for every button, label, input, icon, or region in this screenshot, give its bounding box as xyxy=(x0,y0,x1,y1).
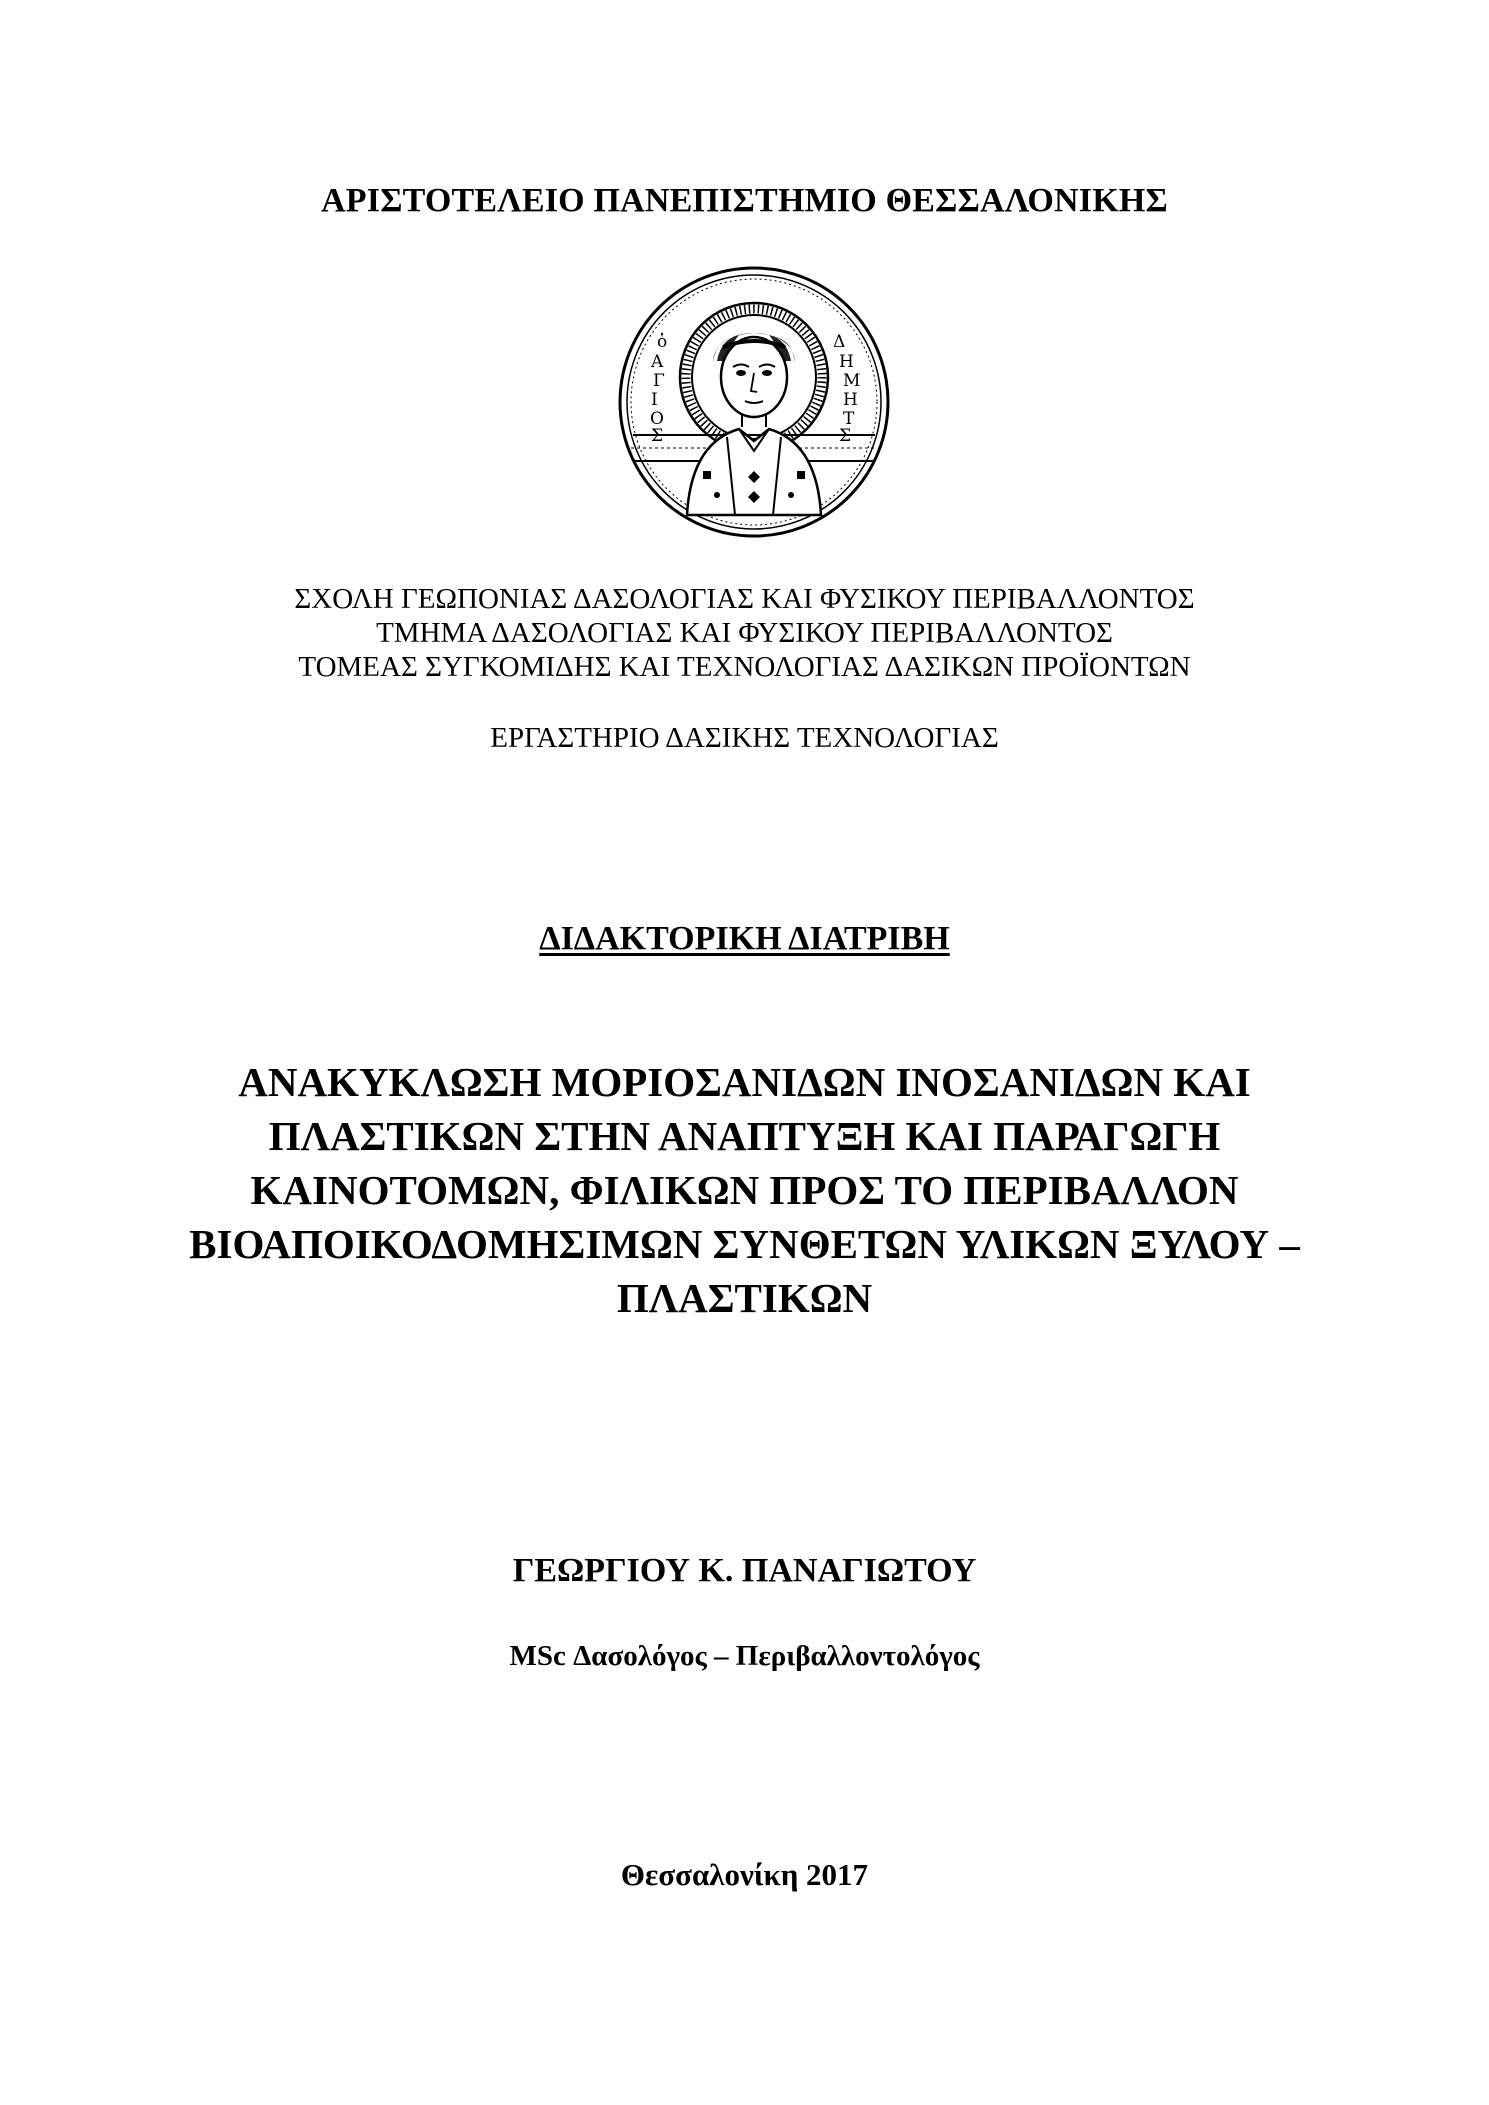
svg-text:Δ: Δ xyxy=(833,332,846,352)
svg-text:Α: Α xyxy=(651,352,664,372)
svg-text:Μ: Μ xyxy=(843,371,861,391)
sector-name: ΤΟΜΕΑΣ ΣΥΓΚΟΜΙΔΗΣ ΚΑΙ ΤΕΧΝΟΛΟΓΙΑΣ ΔΑΣΙΚΩΝ ΠΡΟΪΟΝΤΩΝ xyxy=(298,651,1191,683)
laboratory-name: ΕΡΓΑΣΤΗΡΙΟ ΔΑΣΙΚΗΣ ΤΕΧΝΟΛΟΓΙΑΣ xyxy=(490,722,999,754)
university-seal-icon xyxy=(617,265,891,539)
svg-text:Ι: Ι xyxy=(651,390,658,410)
svg-text:Ο: Ο xyxy=(650,409,664,429)
author-name: ΓΕΩΡΓΙΟΥ Κ. ΠΑΝΑΓΙΩΤΟΥ xyxy=(512,1552,977,1589)
svg-text:Σ: Σ xyxy=(839,426,852,446)
svg-text:Γ: Γ xyxy=(653,371,665,391)
university-name: ΑΡΙΣΤΟΤΕΛΕΙΟ ΠΑΝΕΠΙΣΤΗΜΙΟ ΘΕΣΣΑΛΟΝΙΚΗΣ xyxy=(321,182,1168,219)
thesis-title xyxy=(0,1055,1489,1325)
thesis-title-line: ΠΛΑΣΤΙΚΩΝ ΣΤΗΝ ΑΝΑΠΤΥΞΗ ΚΑΙ ΠΑΡΑΓΩΓΗ xyxy=(268,1113,1221,1159)
department-name: ΤΜΗΜΑ ΔΑΣΟΛΟΓΙΑΣ ΚΑΙ ΦΥΣΙΚΟΥ ΠΕΡΙΒΑΛΛΟΝΤΟΣ xyxy=(376,617,1113,649)
place-and-year: Θεσσαλονίκη 2017 xyxy=(620,1857,869,1892)
school-name: ΣΧΟΛΗ ΓΕΩΠΟΝΙΑΣ ΔΑΣΟΛΟΓΙΑΣ ΚΑΙ ΦΥΣΙΚΟΥ ΠΕΡΙΒΑΛΛΟΝΤΟΣ xyxy=(294,583,1195,615)
author-degree: MSc Δασολόγος – Περιβαλλοντολόγος xyxy=(509,1640,980,1672)
thesis-title-line: ΑΝΑΚΥΚΛΩΣΗ ΜΟΡΙΟΣΑΝΙΔΩΝ ΙΝΟΣΑΝΙΔΩΝ ΚΑΙ xyxy=(238,1059,1251,1105)
thesis-type-heading: ΔΙΔΑΚΤΟΡΙΚΗ ΔΙΑΤΡΙΒΗ xyxy=(539,920,950,957)
thesis-title-line: ΚΑΙΝΟΤΟΜΩΝ, ΦΙΛΙΚΩΝ ΠΡΟΣ ΤΟ ΠΕΡΙΒΑΛΛΟΝ xyxy=(250,1167,1239,1213)
svg-text:Σ: Σ xyxy=(651,426,664,446)
thesis-title-line: ΠΛΑΣΤΙΚΩΝ xyxy=(616,1275,873,1321)
svg-text:Η: Η xyxy=(843,390,858,410)
svg-text:ὁ: ὁ xyxy=(657,332,668,352)
svg-text:Η: Η xyxy=(839,352,854,372)
svg-text:Τ: Τ xyxy=(843,409,855,429)
thesis-title-line: ΒΙΟΑΠΟΙΚΟΔΟΜΗΣΙΜΩΝ ΣΥΝΘΕΤΩΝ ΥΛΙΚΩΝ ΞΥΛΟΥ – xyxy=(189,1221,1300,1267)
